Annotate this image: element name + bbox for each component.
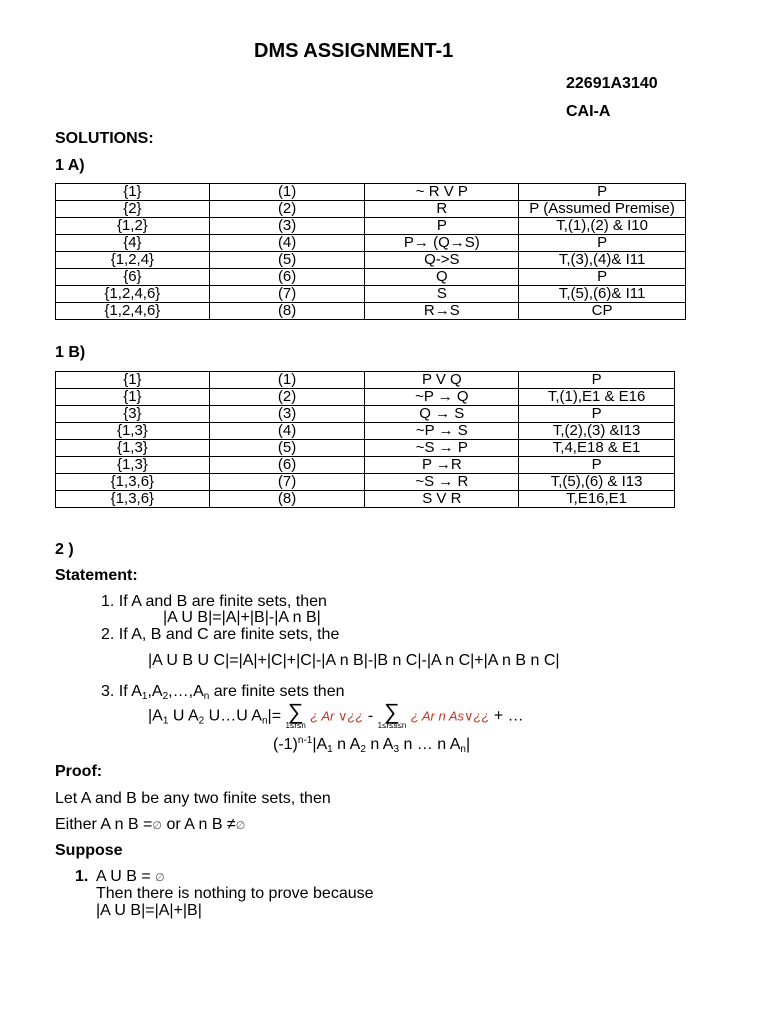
rule-cell: T,E16,E1 [519, 491, 675, 508]
table-row [56, 423, 675, 440]
formula-cell: Q->S [365, 252, 519, 269]
formula-cell: P V Q [365, 372, 519, 389]
rule-cell: CP [519, 303, 686, 320]
premise-set-cell: {1,3,6} [56, 474, 210, 491]
proof-line-1: Let A and B be any two finite sets, then [55, 790, 331, 807]
premise-set-cell: {1,2} [56, 218, 210, 235]
rule-cell: P (Assumed Premise) [519, 201, 686, 218]
solutions-heading: SOLUTIONS: [55, 130, 154, 147]
premise-set-cell: {3} [56, 406, 210, 423]
sum-term-1: ¿ Ar ∨¿¿ [310, 708, 364, 724]
table-row [56, 252, 686, 269]
premise-set-cell: {2} [56, 201, 210, 218]
rule-cell: T,(1),E1 & E16 [519, 389, 675, 406]
formula-cell: ~S → P [365, 440, 519, 457]
formula-three-sets: |A U B U C|=|A|+|C|+|C|-|A n B|-|B n C|-|A n C|+|A n B n C| [148, 652, 560, 669]
empty-set-icon: ∅ [235, 820, 246, 832]
premise-set-cell: {6} [56, 269, 210, 286]
q1b-table [55, 371, 675, 508]
suppose-heading: Suppose [55, 842, 123, 859]
rule-cell: T,(5),(6)& I11 [519, 286, 686, 303]
suppose-item-number: 1. [75, 868, 89, 885]
table-row [56, 491, 675, 508]
formula-cell: Q → S [365, 406, 519, 423]
step-number-cell: (1) [209, 184, 365, 201]
premise-set-cell: {4} [56, 235, 210, 252]
rule-cell: P [519, 235, 686, 252]
formula-cell: Q [365, 269, 519, 286]
statement-heading: Statement: [55, 567, 138, 584]
step-number-cell: (5) [209, 440, 365, 457]
rule-cell: P [519, 269, 686, 286]
formula-cell: ~P → S [365, 423, 519, 440]
table-row [56, 303, 686, 320]
premise-set-cell: {1} [56, 372, 210, 389]
formula-cell: S [365, 286, 519, 303]
step-number-cell: (7) [209, 286, 365, 303]
step-number-cell: (2) [209, 201, 365, 218]
formula-cell: P →R [365, 457, 519, 474]
table-row [56, 201, 686, 218]
rule-cell: P [519, 457, 675, 474]
proof-line-2: Either A n B =∅ or A n B ≠∅ [55, 816, 246, 833]
sum-symbol-2: ∑ 1≤r≤s≤n [377, 699, 407, 730]
premise-set-cell: {1,3,6} [56, 491, 210, 508]
section-label: CAI-A [566, 103, 611, 120]
step-number-cell: (2) [209, 389, 365, 406]
table-row [56, 235, 686, 252]
premise-set-cell: {1,3} [56, 457, 210, 474]
statement-item-3: 3. If $A_1,A_2,\dots,A_n$ are finite sets then [101, 683, 345, 702]
rule-cell: P [519, 372, 675, 389]
table-row [56, 269, 686, 286]
sum-symbol-1: ∑ 1≤r≤n [285, 699, 306, 730]
formula-cell: ~P → Q [365, 389, 519, 406]
table-row [56, 372, 675, 389]
sum-term-2: ¿ Ar n As∨¿¿ [410, 708, 490, 724]
suppose-line-2: Then there is nothing to prove because [96, 885, 374, 902]
table-row [56, 218, 686, 235]
step-number-cell: (4) [209, 423, 365, 440]
statement-item-1: 1. If A and B are finite sets, then [101, 593, 327, 610]
step-number-cell: (6) [209, 269, 365, 286]
table-row [56, 286, 686, 303]
step-number-cell: (5) [209, 252, 365, 269]
premise-set-cell: {1,2,4} [56, 252, 210, 269]
formula-cell: P [365, 218, 519, 235]
suppose-line-3: |A U B|=|A|+|B| [96, 902, 202, 919]
roll-number: 22691A3140 [566, 75, 658, 92]
premise-set-cell: {1,3} [56, 440, 210, 457]
empty-set-icon: ∅ [155, 872, 165, 884]
premise-set-cell: {1} [56, 184, 210, 201]
table-row [56, 440, 675, 457]
q1a-table [55, 183, 686, 320]
step-number-cell: (8) [209, 491, 365, 508]
step-number-cell: (6) [209, 457, 365, 474]
rule-cell: T,(2),(3) &I13 [519, 423, 675, 440]
proof-heading: Proof: [55, 763, 103, 780]
rule-cell: T,(5),(6) & I13 [519, 474, 675, 491]
formula-cell: S V R [365, 491, 519, 508]
formula-cell: R→S [365, 303, 519, 320]
table-row [56, 184, 686, 201]
statement-item-2: 2. If A, B and C are finite sets, the [101, 626, 340, 643]
rule-cell: T,4,E18 & E1 [519, 440, 675, 457]
premise-set-cell: {1,3} [56, 423, 210, 440]
rule-cell: T,(1),(2) & I10 [519, 218, 686, 235]
table-row [56, 474, 675, 491]
formula-n-sets-line2: $(-1)^{n-1}|A_1$ n $A_2$ n $A_3$ n … n $A_n|$ [273, 735, 471, 755]
table-row [56, 389, 675, 406]
suppose-line-1: A U B = ∅ [96, 868, 165, 885]
rule-cell: P [519, 406, 675, 423]
formula-two-sets: |A U B|=|A|+|B|-|A n B| [163, 609, 321, 626]
step-number-cell: (8) [209, 303, 365, 320]
premise-set-cell: {1} [56, 389, 210, 406]
table-row [56, 406, 675, 423]
q1b-label: 1 B) [55, 344, 86, 361]
formula-cell: ~S → R [365, 474, 519, 491]
premise-set-cell: {1,2,4,6} [56, 286, 210, 303]
q2-label: 2 ) [55, 541, 74, 558]
formula-cell: R [365, 201, 519, 218]
formula-cell: P→ (Q→S) [365, 235, 519, 252]
step-number-cell: (3) [209, 218, 365, 235]
formula-n-sets-line1: $|A_1$ U $A_2$ U…U $A_n|=$ ∑ 1≤r≤n ¿ Ar ∨¿¿ - ∑ 1≤r≤s≤n ¿ Ar n As∨¿¿ + … [148, 699, 524, 730]
formula-cell: ~ R V P [365, 184, 519, 201]
step-number-cell: (1) [209, 372, 365, 389]
rule-cell: P [519, 184, 686, 201]
rule-cell: T,(3),(4)& I11 [519, 252, 686, 269]
table-row [56, 457, 675, 474]
empty-set-icon: ∅ [152, 820, 162, 832]
q1a-label: 1 A) [55, 157, 85, 174]
step-number-cell: (3) [209, 406, 365, 423]
premise-set-cell: {1,2,4,6} [56, 303, 210, 320]
step-number-cell: (7) [209, 474, 365, 491]
page-title: DMS ASSIGNMENT-1 [254, 40, 454, 62]
step-number-cell: (4) [209, 235, 365, 252]
